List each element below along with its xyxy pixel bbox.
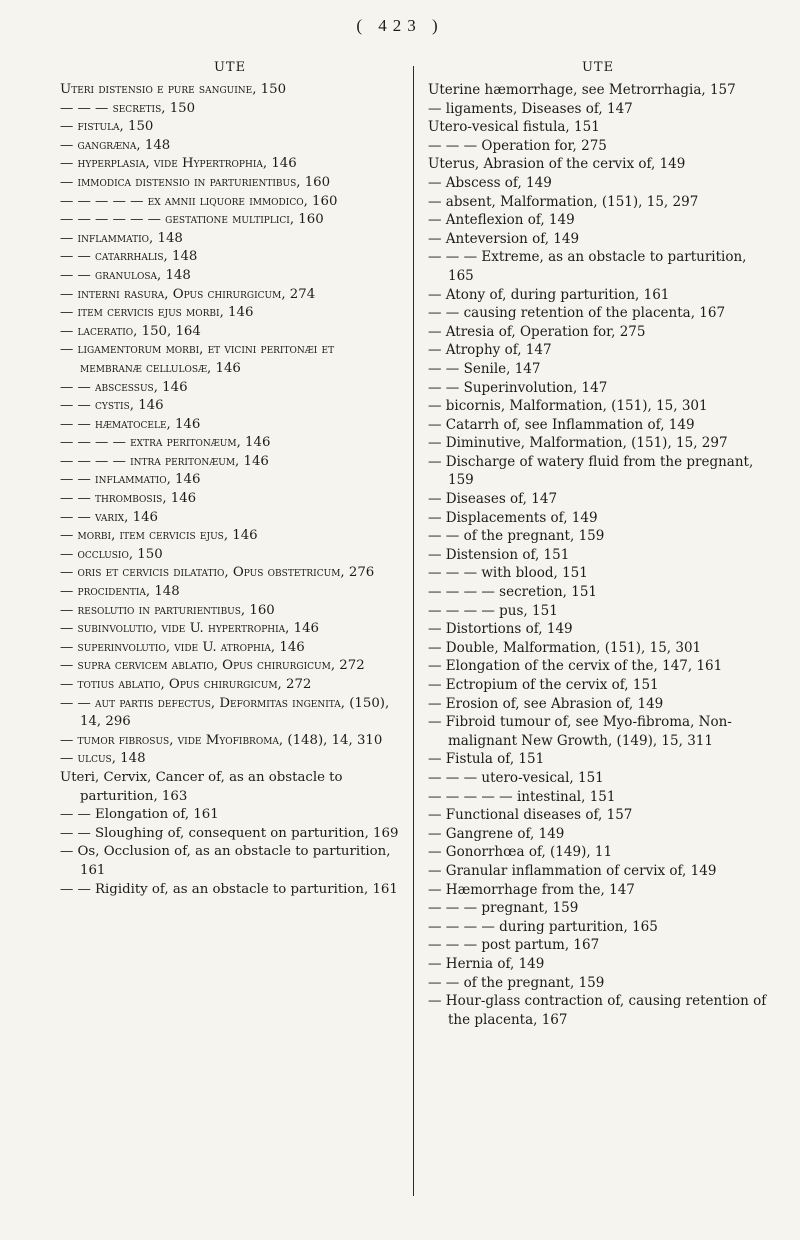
- index-entry: — Functional diseases of, 157: [428, 807, 633, 824]
- index-entry: — Fistula of, 151: [428, 751, 545, 768]
- index-entry: — superinvolutio, vide U. atrophia, 146: [60, 639, 305, 655]
- index-entry: — procidentia, 148: [60, 584, 180, 600]
- index-entry: — Distension of, 151: [428, 546, 570, 563]
- index-entry: — Atony of, during parturition, 161: [428, 286, 670, 303]
- index-entry: — — inflammatio, 146: [60, 472, 201, 488]
- right-column-heading: UTE: [581, 60, 615, 75]
- index-entry: — Gonorrhœa of, (149), 11: [428, 844, 613, 861]
- index-entry: — tumor fibrosus, vide Myofibroma, (148), 14, 310: [60, 732, 383, 748]
- left-column-heading: UTE: [213, 60, 247, 75]
- index-entry: — — — pregnant, 159: [428, 900, 579, 917]
- index-entry: — Fibroid tumour of, see Myo-fibroma, Non-malignant New Growth, (149), 15, 311: [428, 714, 732, 749]
- index-entry: — — — — secretion, 151: [428, 584, 598, 601]
- index-entry: — subinvolutio, vide U. hypertrophia, 146: [60, 621, 319, 637]
- index-entry: — Anteflexion of, 149: [428, 212, 575, 229]
- index-entry: — — — — extra peritonæum, 146: [60, 435, 271, 451]
- index-entry: — gangræna, 148: [60, 137, 171, 153]
- page-number: ( 423 ): [356, 16, 444, 35]
- index-entry: — hyperplasia, vide Hypertrophia, 146: [60, 156, 297, 172]
- index-entry: — totius ablatio, Opus chirurgicum, 272: [60, 677, 312, 692]
- index-entry: — resolutio in parturientibus, 160: [60, 602, 275, 618]
- index-entry: — — Sloughing of, consequent on parturition, 169: [60, 825, 399, 841]
- index-entry: — Discharge of watery fluid from the pregnant, 159: [428, 453, 754, 489]
- index-entry: — Atresia of, Operation for, 275: [428, 323, 646, 340]
- index-entry: — Anteversion of, 149: [428, 230, 580, 247]
- index-entry: — — abscessus, 146: [60, 379, 188, 395]
- index-entry: — — — secretis, 150: [60, 100, 196, 116]
- index-entry: — Granular inflammation of cervix of, 149: [428, 862, 717, 879]
- index-entry: — — cystis, 146: [60, 398, 164, 414]
- index-entry: — — — — — intestinal, 151: [428, 788, 616, 805]
- index-entry: — — aut partis defectus, Deformitas ingenita, (150), 14, 296: [60, 695, 390, 730]
- index-entry: — Atrophy of, 147: [428, 342, 552, 359]
- index-entry: — — Superinvolution, 147: [428, 379, 608, 396]
- right-entry-list: [428, 81, 768, 1029]
- index-entry: — — — — during parturition, 165: [428, 918, 658, 935]
- index-entry: — interni rasura, Opus chirurgicum, 274: [60, 286, 316, 302]
- index-entry: — occlusio, 150: [60, 546, 163, 562]
- index-entry: — — causing retention of the placenta, 167: [428, 305, 726, 322]
- index-entry: — bicornis, Malformation, (151), 15, 301: [428, 398, 708, 415]
- index-entry: — item cervicis ejus morbi, 146: [60, 305, 254, 321]
- index-entry: Utero-vesical fistula, 151: [428, 119, 600, 136]
- index-entry: — — — post partum, 167: [428, 937, 600, 954]
- index-entry: — immodica distensio in parturientibus, 160: [60, 174, 331, 190]
- index-entry: — — — — intra peritonæum, 146: [60, 453, 269, 469]
- index-entry: — — — — — ex amnii liquore immodico, 160: [60, 193, 338, 209]
- index-entry: — oris et cervicis dilatatio, Opus obstetricum, 276: [60, 565, 375, 581]
- index-entry: — — Rigidity of, as an obstacle to parturition, 161: [60, 881, 398, 897]
- index-entry: — — — Operation for, 275: [428, 137, 607, 154]
- index-entry: — Distortions of, 149: [428, 621, 573, 638]
- index-entry: — — of the pregnant, 159: [428, 974, 605, 991]
- index-entry: — Abscess of, 149: [428, 174, 552, 191]
- index-entry: — Hernia of, 149: [428, 955, 545, 972]
- index-entry: — Diseases of, 147: [428, 491, 558, 508]
- index-entry: — — Elongation of, 161: [60, 807, 219, 823]
- right-column: [428, 60, 768, 1029]
- index-entry: — — — utero-vesical, 151: [428, 769, 604, 786]
- index-entry: — Elongation of the cervix of the, 147, 161: [428, 658, 723, 675]
- index-entry: — ulcus, 148: [60, 751, 146, 767]
- index-entry: — — hæmatocele, 146: [60, 416, 201, 432]
- index-entry: — Ectropium of the cervix of, 151: [428, 677, 659, 693]
- index-entry: — supra cervicem ablatio, Opus chirurgicum, 272: [60, 658, 365, 674]
- index-entry: — Os, Occlusion of, as an obstacle to parturition, 161: [60, 844, 391, 878]
- index-entry: — ligaments, Diseases of, 147: [428, 100, 633, 117]
- index-entry: — — granulosa, 148: [60, 267, 191, 283]
- index-entry: — Gangrene of, 149: [428, 825, 565, 842]
- index-entry: — laceratio, 150, 164: [60, 323, 201, 339]
- index-entry: — — thrombosis, 146: [60, 491, 197, 507]
- index-entry: — Hour-glass contraction of, causing retention of the placenta, 167: [428, 993, 767, 1028]
- left-entry-list: [60, 81, 400, 899]
- index-entry: — — Senile, 147: [428, 360, 541, 377]
- index-entry: — — varix, 146: [60, 509, 159, 525]
- index-entry: — Erosion of, see Abrasion of, 149: [428, 695, 664, 712]
- left-column: [60, 60, 400, 899]
- index-entry: — — catarrhalis, 148: [60, 249, 198, 265]
- index-entry: — ligamentorum morbi, et vicini peritonæi et membranæ cellulosæ, 146: [60, 342, 335, 376]
- index-entry: — Catarrh of, see Inflammation of, 149: [428, 416, 695, 433]
- index-entry: — inflammatio, 148: [60, 230, 183, 246]
- index-entry: — — — — — — gestatione multiplici, 160: [60, 212, 324, 228]
- index-entry: — morbi, item cervicis ejus, 146: [60, 528, 258, 544]
- index-entry: — absent, Malformation, (151), 15, 297: [428, 193, 699, 210]
- index-entry: — Diminutive, Malformation, (151), 15, 297: [428, 435, 728, 452]
- index-entry: — Displacements of, 149: [428, 509, 598, 526]
- index-entry: — — — — pus, 151: [428, 602, 558, 619]
- index-entry: Uterine hæmorrhage, see Metrorrhagia, 157: [428, 82, 736, 98]
- index-entry: — fistula, 150: [60, 119, 154, 135]
- index-entry: — — — with blood, 151: [428, 565, 588, 582]
- index-entry: — Hæmorrhage from the, 147: [428, 881, 635, 898]
- index-entry: Uterus, Abrasion of the cervix of, 149: [428, 156, 686, 173]
- column-divider: [413, 66, 414, 1196]
- index-entry: — — — Extreme, as an obstacle to parturition, 165: [428, 249, 747, 284]
- index-entry: Uteri, Cervix, Cancer of, as an obstacle to parturition, 163: [60, 769, 343, 804]
- index-entry: Uteri distensio e pure sanguine, 150: [60, 82, 287, 97]
- index-entry: — — of the pregnant, 159: [428, 528, 605, 545]
- index-entry: — Double, Malformation, (151), 15, 301: [428, 639, 702, 656]
